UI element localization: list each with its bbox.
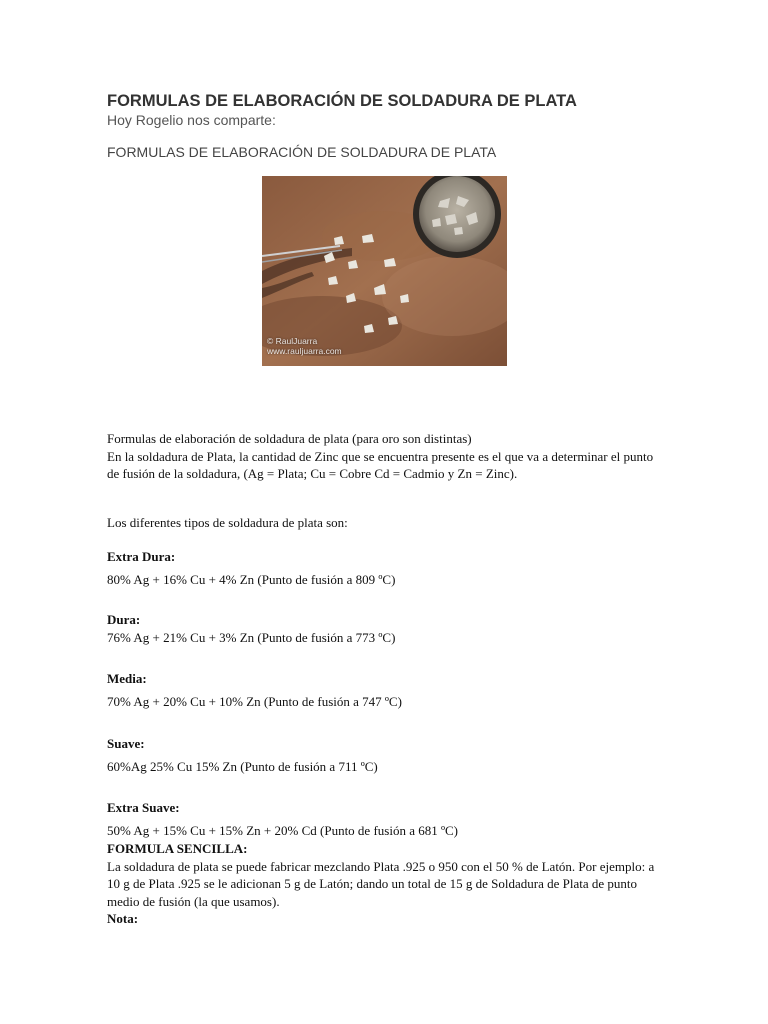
intro-text: Hoy Rogelio nos comparte:: [107, 112, 276, 128]
simple-formula-text: La soldadura de plata se puede fabricar mezclando Plata .925 o 950 con el 50 % de Latón. Por ejemplo: a 10 g de Plata .925 se le adicionan 5 g de Latón; dando un total de 15 g de Soldadura de Plata de punto medio de fusión (la que usamos).: [107, 858, 655, 909]
document-title: FORMULAS DE ELABORACIÓN DE SOLDADURA DE PLATA: [107, 92, 577, 110]
type-label: Extra Suave:: [107, 800, 180, 815]
type-label: Extra Dura:: [107, 549, 176, 564]
types-intro: Los diferentes tipos de soldadura de plata son:: [107, 515, 348, 530]
simple-formula-section: [107, 840, 667, 928]
type-formula: 50% Ag + 15% Cu + 15% Zn + 20% Cd (Punto de fusión a 681 ºC): [107, 822, 459, 838]
type-formula: 70% Ag + 20% Cu + 10% Zn (Punto de fusión a 747 ºC): [107, 693, 402, 709]
document-subtitle: FORMULAS DE ELABORACIÓN DE SOLDADURA DE PLATA: [107, 144, 497, 160]
type-extra-dura: [107, 548, 667, 588]
type-media: [107, 670, 667, 710]
photo-watermark-line2: www.rauljuarra.com: [267, 346, 342, 356]
type-formula: 80% Ag + 16% Cu + 4% Zn (Punto de fusión a 809 ºC): [107, 571, 396, 587]
type-label: Dura:: [107, 612, 141, 627]
photo-watermark: [267, 336, 342, 356]
body-paragraph-1: [107, 430, 667, 483]
type-label: Suave:: [107, 736, 145, 751]
note-label: Nota:: [107, 911, 139, 926]
type-formula: 76% Ag + 21% Cu + 3% Zn (Punto de fusión a 773 ºC): [107, 629, 396, 645]
paragraph-zinc-explanation: En la soldadura de Plata, la cantidad de Zinc que se encuentra presente es el que va a determinar el punto de fusión de la soldadura, (Ag = Plata; Cu = Cobre Cd = Cadmio y Zn = Zinc).: [107, 448, 654, 481]
type-dura: [107, 611, 667, 646]
type-extra-suave: [107, 799, 667, 839]
type-formula: 60%Ag 25% Cu 15% Zn (Punto de fusión a 711 ºC): [107, 758, 378, 774]
photo-watermark-line1: © RaulJuarra: [267, 336, 318, 346]
paragraph-gold-note: Formulas de elaboración de soldadura de plata (para oro son distintas): [107, 431, 472, 446]
type-suave: [107, 735, 667, 775]
type-label: Media:: [107, 671, 147, 686]
simple-formula-label: FORMULA SENCILLA:: [107, 841, 248, 856]
solder-photo: [262, 176, 507, 366]
